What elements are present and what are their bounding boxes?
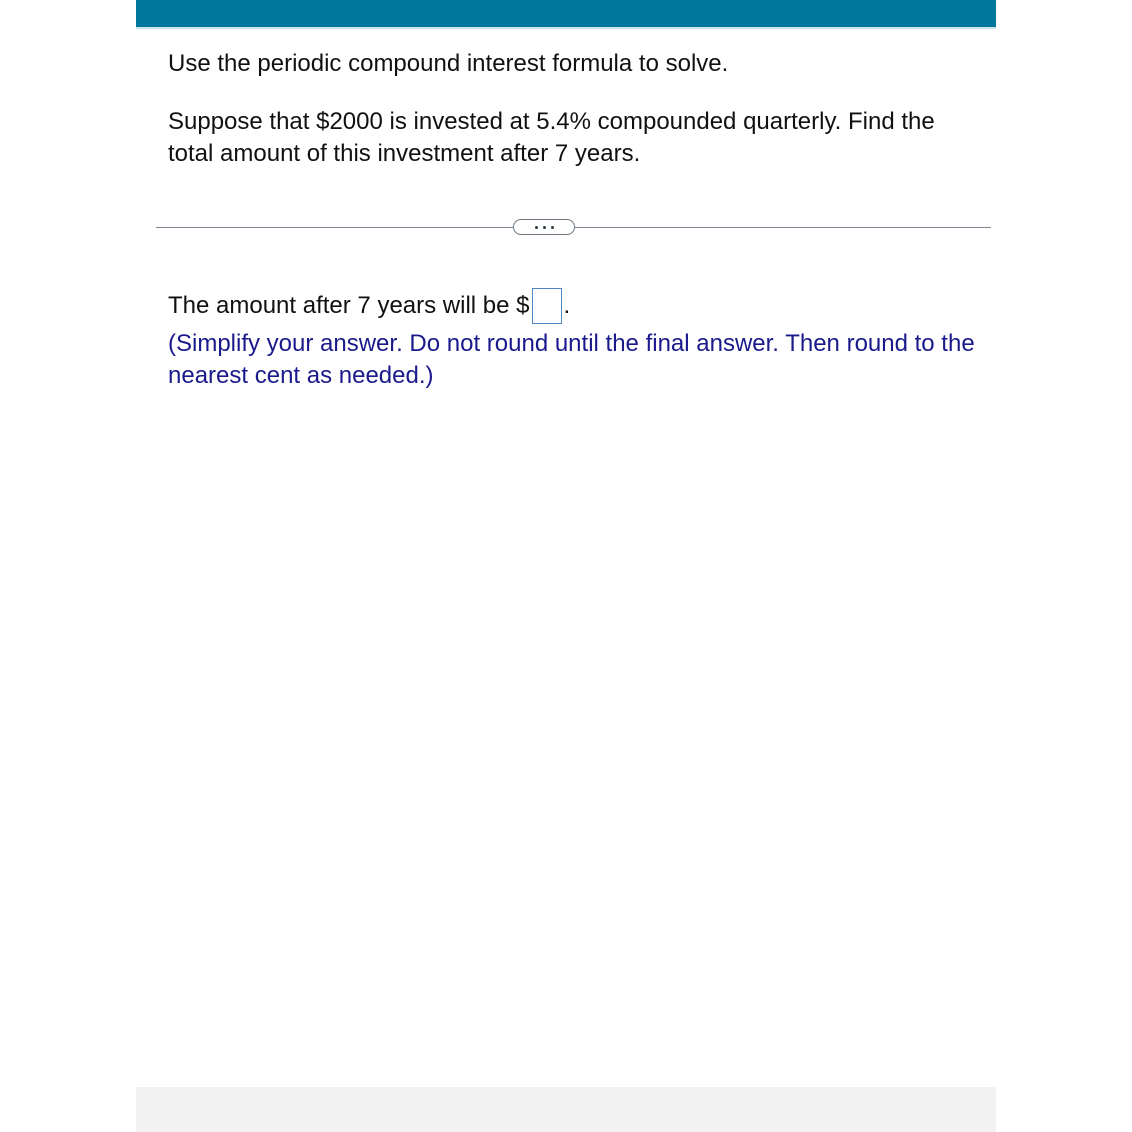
answer-suffix: . bbox=[563, 292, 571, 319]
ellipsis-icon bbox=[535, 226, 538, 229]
footer-panel bbox=[136, 1087, 996, 1132]
question-problem: Suppose that $2000 is invested at 5.4% compounded quarterly. Find the total amount of this investment after 7 years. bbox=[168, 108, 935, 167]
question-instruction: Use the periodic compound interest formula to solve. bbox=[168, 50, 729, 77]
answer-input[interactable] bbox=[532, 288, 562, 324]
ellipsis-icon bbox=[543, 226, 546, 229]
question-panel bbox=[168, 48, 978, 170]
ellipsis-icon bbox=[551, 226, 554, 229]
answer-prefix: The amount after 7 years will be $ bbox=[168, 292, 530, 319]
answer-panel bbox=[168, 286, 978, 392]
expand-button[interactable] bbox=[513, 219, 575, 235]
answer-line bbox=[168, 286, 978, 326]
answer-hint: (Simplify your answer. Do not round until the final answer. Then round to the nearest cent as needed.) bbox=[168, 330, 975, 389]
header-bar bbox=[136, 0, 996, 29]
